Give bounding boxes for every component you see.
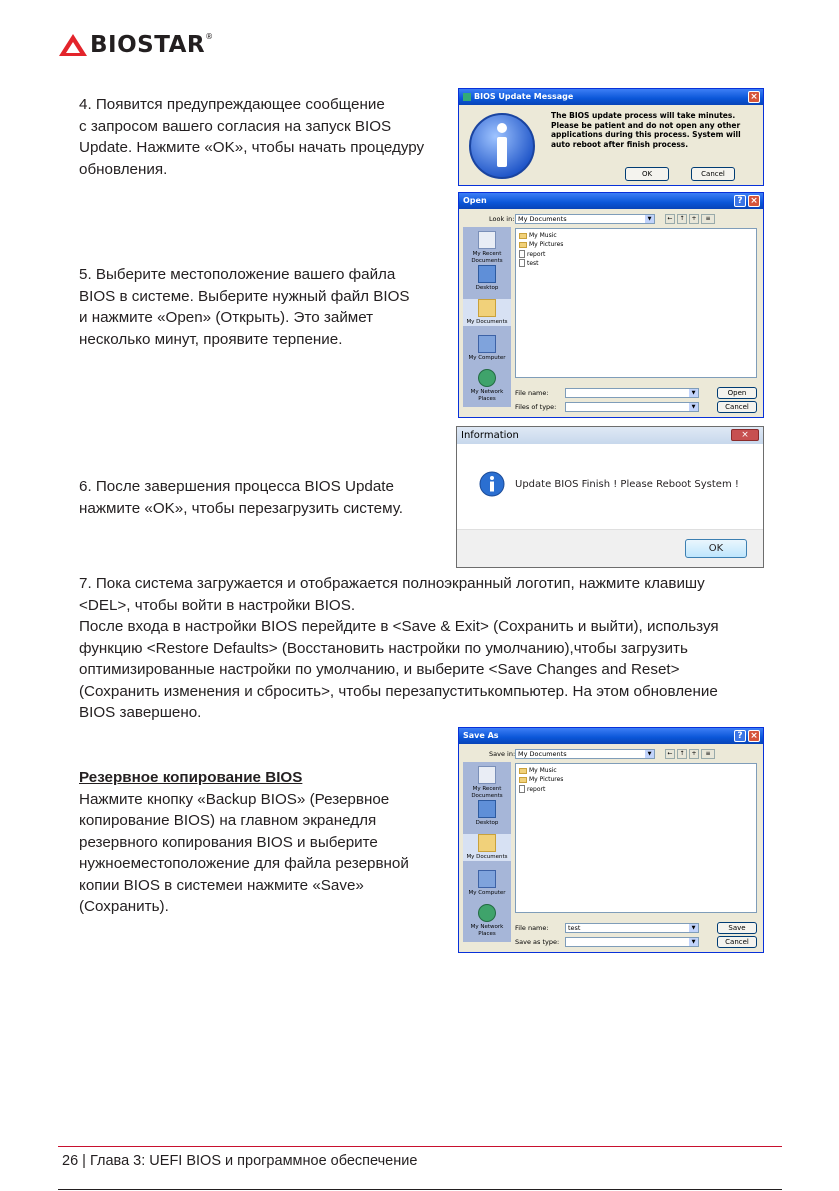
dialog-footer bbox=[457, 529, 763, 567]
save-button[interactable]: Save bbox=[717, 922, 757, 934]
place-label: My Network Places bbox=[470, 924, 504, 937]
text-line: (Сохранить изменения и сбросить>, чтобы перезапуститькомпьютер. На этом обновление bbox=[79, 682, 718, 700]
place-label: My Documents bbox=[466, 854, 508, 860]
look-in-label: Look in: bbox=[489, 215, 515, 223]
desktop-icon bbox=[478, 800, 496, 818]
text-line: <DEL>, чтобы войти в настройки BIOS. bbox=[79, 596, 356, 614]
close-icon[interactable]: × bbox=[731, 429, 759, 441]
file-icon bbox=[519, 259, 525, 267]
place-desktop[interactable] bbox=[463, 265, 511, 292]
place-label: My Computer bbox=[468, 355, 506, 361]
list-item[interactable] bbox=[519, 776, 563, 783]
place-my-computer[interactable] bbox=[463, 335, 511, 362]
file-name-label: File name: bbox=[515, 924, 549, 932]
text-line: с запросом вашего согласия на запуск BIOS bbox=[79, 117, 392, 135]
dialog-title: Open bbox=[463, 196, 487, 205]
message-line: Please be patient and do not open any other bbox=[551, 120, 741, 130]
file-type-label: Files of type: bbox=[515, 403, 557, 411]
dialog-titlebar bbox=[459, 728, 763, 744]
save-type-label: Save as type: bbox=[515, 938, 560, 946]
place-label: My Network Places bbox=[470, 389, 504, 402]
dialog-titlebar bbox=[459, 89, 763, 105]
place-recent[interactable] bbox=[463, 231, 511, 264]
look-in-value: My Documents bbox=[518, 215, 567, 223]
cancel-button[interactable]: Cancel bbox=[717, 936, 757, 948]
chevron-down-icon: ▼ bbox=[645, 750, 654, 758]
text-line: копии BIOS в системеи нажмите «Save» bbox=[79, 876, 364, 894]
text-line: нужноеместоположение для файла резервной bbox=[79, 855, 409, 872]
text-line: резервного копирования BIOS и выберите bbox=[79, 833, 378, 851]
list-item[interactable] bbox=[519, 259, 539, 267]
recent-documents-icon bbox=[478, 231, 496, 249]
file-label: My Pictures bbox=[529, 776, 564, 783]
places-bar bbox=[463, 227, 511, 407]
my-computer-icon bbox=[478, 870, 496, 888]
my-documents-icon bbox=[478, 299, 496, 317]
text-line: BIOS завершено. bbox=[79, 704, 202, 721]
text-line: 4. Появится предупреждающее сообщение bbox=[79, 96, 385, 113]
text-line: Нажмите кнопку «Backup BIOS» (Резервное bbox=[79, 790, 390, 808]
views-icon[interactable]: ≡ bbox=[701, 749, 715, 759]
biostar-triangle-icon bbox=[58, 33, 88, 57]
up-folder-icon[interactable]: ↑ bbox=[677, 749, 687, 759]
biostar-logo bbox=[58, 30, 214, 60]
message-line: applications during this process. System will bbox=[551, 130, 741, 139]
recent-documents-icon bbox=[478, 766, 496, 784]
ok-button[interactable]: OK bbox=[625, 167, 669, 181]
folder-icon bbox=[519, 242, 527, 248]
network-places-icon bbox=[478, 369, 496, 387]
chapter-title: Глава 3: UEFI BIOS и программное обеспечение bbox=[89, 1153, 418, 1169]
text-line: нажмите «OK», чтобы перезагрузить систему. bbox=[79, 499, 404, 517]
text-line: и нажмите «Open» (Открыть). Это займет bbox=[79, 309, 374, 326]
text-line: копирование BIOS) на главном экранедля bbox=[79, 812, 377, 829]
text-line: После входа в настройки BIOS перейдите в <Save & Exit> (Сохранить и выйти), используя bbox=[79, 618, 719, 635]
folder-icon bbox=[519, 233, 527, 239]
desktop-icon bbox=[478, 265, 496, 283]
place-label: Desktop bbox=[475, 285, 499, 291]
new-folder-icon[interactable]: + bbox=[689, 749, 699, 759]
file-label: My Music bbox=[529, 232, 557, 239]
place-my-computer[interactable] bbox=[463, 870, 511, 897]
place-network[interactable] bbox=[463, 904, 511, 937]
footer-rule bbox=[58, 1146, 782, 1147]
page-number: 26 bbox=[62, 1153, 79, 1169]
text-line: оптимизированные настройки по умолчанию, и выберите <Save Changes and Reset> bbox=[79, 661, 680, 678]
list-item[interactable] bbox=[519, 767, 557, 774]
step-4-text bbox=[79, 94, 439, 180]
list-item[interactable] bbox=[519, 250, 545, 258]
brand-mark: ® bbox=[205, 32, 214, 41]
message-line: The BIOS update process will take minutes. bbox=[551, 111, 736, 120]
new-folder-icon[interactable]: + bbox=[689, 214, 699, 224]
cancel-button[interactable]: Cancel bbox=[717, 401, 757, 413]
file-label: test bbox=[527, 259, 539, 267]
chevron-down-icon: ▼ bbox=[645, 215, 654, 223]
text-line: 6. После завершения процесса BIOS Update bbox=[79, 478, 394, 495]
place-label: My Recent Documents bbox=[471, 251, 503, 264]
update-message bbox=[551, 111, 741, 149]
look-in-select[interactable] bbox=[515, 214, 655, 224]
place-network[interactable] bbox=[463, 369, 511, 402]
help-icon[interactable]: ? bbox=[734, 195, 746, 207]
place-label: My Documents bbox=[466, 319, 508, 325]
chevron-down-icon: ▼ bbox=[689, 403, 698, 411]
chevron-down-icon: ▼ bbox=[689, 924, 698, 932]
place-my-documents[interactable] bbox=[463, 834, 511, 861]
list-item[interactable] bbox=[519, 232, 557, 239]
my-computer-icon bbox=[478, 335, 496, 353]
save-type-select[interactable] bbox=[565, 937, 699, 947]
save-in-select[interactable] bbox=[515, 749, 655, 759]
place-my-documents[interactable] bbox=[463, 299, 511, 326]
file-list[interactable] bbox=[515, 228, 757, 378]
open-dialog bbox=[458, 192, 764, 418]
place-recent[interactable] bbox=[463, 766, 511, 799]
chevron-down-icon: ▼ bbox=[689, 389, 698, 397]
folder-icon bbox=[519, 777, 527, 783]
text-line: обновления. bbox=[79, 160, 168, 178]
step-6-text bbox=[79, 476, 439, 519]
list-item[interactable] bbox=[519, 241, 563, 248]
place-label: My Recent Documents bbox=[471, 786, 503, 799]
page-footer bbox=[62, 1153, 417, 1169]
file-icon bbox=[519, 785, 525, 793]
cancel-button[interactable]: Cancel bbox=[691, 167, 735, 181]
brand-name: BIOSTAR bbox=[90, 32, 206, 58]
file-name-value: test bbox=[568, 924, 581, 932]
save-in-label: Save in: bbox=[489, 750, 516, 758]
my-documents-icon bbox=[478, 834, 496, 852]
close-icon[interactable]: × bbox=[748, 195, 760, 207]
step-5-text bbox=[79, 264, 439, 350]
footer-bottom-rule bbox=[58, 1189, 782, 1190]
app-icon bbox=[463, 93, 471, 101]
file-name-input[interactable] bbox=[565, 923, 699, 933]
info-message: Update BIOS Finish ! Please Reboot System ! bbox=[515, 479, 739, 490]
dialog-titlebar bbox=[459, 193, 763, 209]
file-name-label: File name: bbox=[515, 389, 549, 397]
dialog-title: Save As bbox=[463, 731, 499, 740]
file-label: My Music bbox=[529, 767, 557, 774]
close-icon[interactable]: × bbox=[748, 91, 760, 103]
up-folder-icon[interactable]: ↑ bbox=[677, 214, 687, 224]
text-line: несколько минут, проявите терпение. bbox=[79, 330, 343, 348]
text-line: 5. Выберите местоположение вашего файла bbox=[79, 266, 396, 283]
step-7-text bbox=[79, 573, 779, 724]
text-line: функцию <Restore Defaults> (Восстановить настройки по умолчанию),чтобы загрузить bbox=[79, 639, 688, 657]
list-item[interactable] bbox=[519, 785, 545, 793]
information-dialog bbox=[456, 426, 764, 568]
places-bar bbox=[463, 762, 511, 942]
close-icon[interactable]: × bbox=[748, 730, 760, 742]
message-line: auto reboot after finish process. bbox=[551, 139, 689, 149]
footer-separator: | bbox=[82, 1153, 86, 1169]
place-label: My Computer bbox=[468, 890, 506, 896]
text-line: (Сохранить). bbox=[79, 898, 169, 915]
file-label: My Pictures bbox=[529, 241, 564, 248]
views-icon[interactable]: ≡ bbox=[701, 214, 715, 224]
file-icon bbox=[519, 250, 525, 258]
bios-update-dialog bbox=[458, 88, 764, 186]
dialog-title: BIOS Update Message bbox=[474, 92, 574, 101]
section-heading: Резервное копирование BIOS bbox=[79, 769, 303, 786]
info-icon bbox=[467, 111, 537, 181]
place-desktop[interactable] bbox=[463, 800, 511, 827]
file-label: report bbox=[527, 250, 546, 258]
help-icon[interactable]: ? bbox=[734, 730, 746, 742]
chevron-down-icon: ▼ bbox=[689, 938, 698, 946]
backup-section bbox=[79, 767, 439, 918]
ok-button[interactable]: OK bbox=[685, 539, 747, 558]
text-line: 7. Пока система загружается и отображается полноэкранный логотип, нажмите клавишу bbox=[79, 575, 705, 592]
dialog-title: Information bbox=[457, 427, 763, 444]
file-list[interactable] bbox=[515, 763, 757, 913]
back-icon[interactable]: ← bbox=[665, 749, 675, 759]
file-type-select[interactable] bbox=[565, 402, 699, 412]
text-line: BIOS в системе. Выберите нужный файл BIOS bbox=[79, 287, 410, 305]
file-label: report bbox=[527, 785, 546, 793]
network-places-icon bbox=[478, 904, 496, 922]
open-button[interactable]: Open bbox=[717, 387, 757, 399]
save-in-value: My Documents bbox=[518, 750, 567, 758]
folder-icon bbox=[519, 768, 527, 774]
text-line: Update. Нажмите «OK», чтобы начать процедуру bbox=[79, 139, 425, 156]
file-name-input[interactable] bbox=[565, 388, 699, 398]
info-icon bbox=[479, 471, 505, 497]
save-as-dialog bbox=[458, 727, 764, 953]
place-label: Desktop bbox=[475, 820, 499, 826]
back-icon[interactable]: ← bbox=[665, 214, 675, 224]
